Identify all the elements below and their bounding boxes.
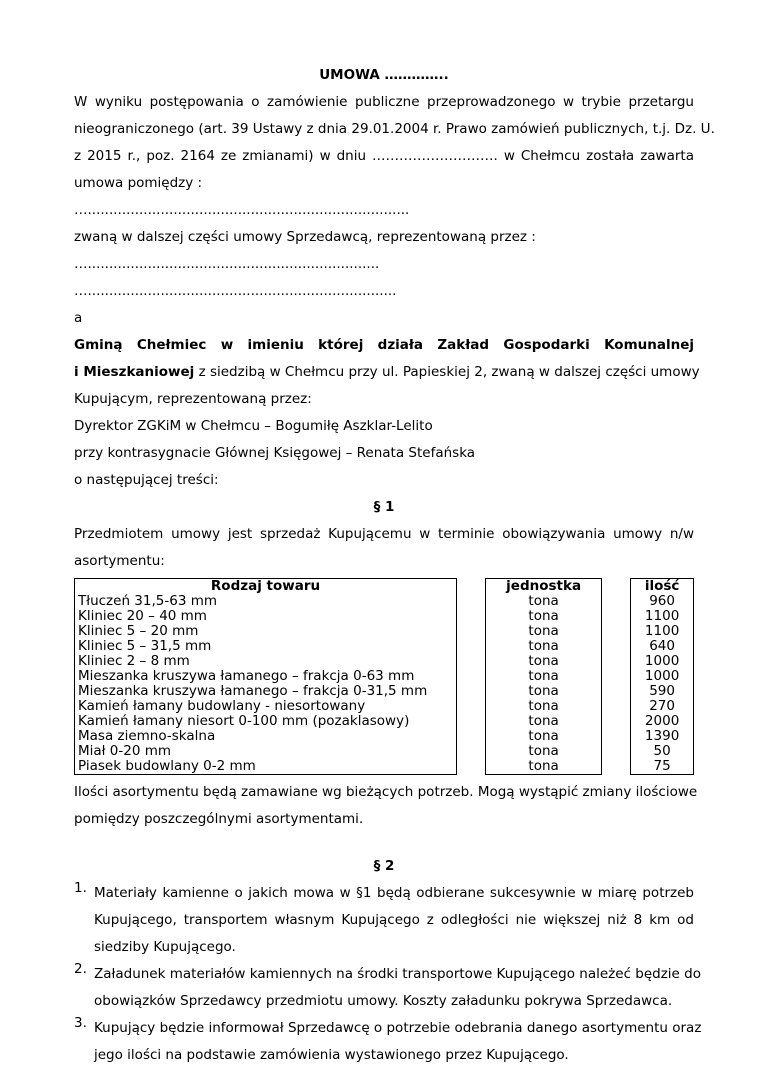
table-row: [75, 594, 694, 609]
cell-unit: tona: [485, 639, 602, 654]
section-1-heading: § 1: [373, 499, 395, 515]
cell-qty: 1100: [631, 609, 694, 624]
buyer-word: Gminą: [74, 337, 123, 353]
following-line: o następującej treści:: [74, 472, 219, 488]
cell-qty: 1000: [631, 654, 694, 669]
buyer-name-line: [74, 332, 694, 359]
list-item-line: obowiązków Sprzedawcy przedmiotu umowy. Koszty załadunku pokrywa Sprzedawca.: [94, 993, 673, 1009]
director-line: Dyrektor ZGKiM w Chełmcu – Bogumiłę Aszklar-Lelito: [74, 418, 433, 434]
cell-qty: 2000: [631, 714, 694, 729]
cell-unit: tona: [485, 684, 602, 699]
section-2-list: [74, 880, 702, 1069]
table-row: [75, 624, 694, 639]
cell-qty: 640: [631, 639, 694, 654]
cell-name: Tłuczeń 31,5-63 mm: [75, 594, 457, 609]
table-row: [75, 729, 694, 744]
table-row: [75, 699, 694, 714]
list-item-number: 1.: [74, 880, 87, 896]
cell-name: Kliniec 2 – 8 mm: [75, 654, 457, 669]
list-item-line: Kupujący będzie informował Sprzedawcę o potrzebie odebrania danego asortymentu oraz: [94, 1020, 702, 1036]
contract-title: UMOWA …………..: [319, 67, 449, 83]
intro-line-4: umowa pomiędzy :: [74, 175, 203, 191]
list-item-line: Materiały kamienne o jakich mowa w §1 będą odbierane sukcesywnie w miarę potrzeb: [94, 885, 694, 901]
cell-qty: 270: [631, 699, 694, 714]
list-item-number: 3.: [74, 1015, 87, 1031]
buyer-word: w: [220, 337, 234, 353]
table-row: [75, 684, 694, 699]
buyer-word: której: [318, 337, 364, 353]
section-2-heading: § 2: [373, 858, 395, 874]
and-connector: a: [74, 310, 83, 326]
list-item-line: siedziby Kupującego.: [94, 939, 236, 955]
cell-unit: tona: [485, 669, 602, 684]
list-item: [74, 961, 701, 1015]
seller-rep-placeholder-1: …....................................................................: [74, 256, 380, 272]
cell-unit: tona: [485, 609, 602, 624]
cell-unit: tona: [485, 594, 602, 609]
buyer-name-end: i Mieszkaniowej: [74, 364, 195, 380]
cell-qty: 50: [631, 744, 694, 759]
buyer-word: działa: [377, 337, 424, 353]
buyer-word: Zakład: [437, 337, 490, 353]
intro-line-2: nieograniczonego (art. 39 Ustawy z dnia 29.01.2004 r. Prawo zamówień publicznych, t.j. Dz. U.: [74, 121, 715, 137]
table-row: [75, 744, 694, 759]
buyer-address-line: [74, 359, 700, 386]
cell-name: Kamień łamany budowlany - niesortowany: [75, 699, 457, 714]
cell-unit: tona: [485, 729, 602, 744]
cell-qty: 1100: [631, 624, 694, 639]
section-1-text-2: asortymentu:: [74, 553, 165, 569]
contract-page: [74, 62, 715, 1069]
buyer-role-line: Kupującym, reprezentowaną przez:: [74, 391, 312, 407]
buyer-word: Gospodarki: [503, 337, 590, 353]
cell-qty: 1000: [631, 669, 694, 684]
header-name: Rodzaj towaru: [75, 579, 457, 595]
cell-name: Mieszanka kruszywa łamanego – frakcja 0-31,5 mm: [75, 684, 457, 699]
cell-name: Masa ziemno-skalna: [75, 729, 457, 744]
buyer-word: Chełmiec: [136, 337, 207, 353]
header-unit: jednostka: [485, 579, 602, 595]
cell-unit: tona: [485, 744, 602, 759]
cell-unit: tona: [485, 624, 602, 639]
list-item: [74, 1015, 702, 1069]
seller-description: zwaną w dalszej części umowy Sprzedawcą, reprezentowaną przez :: [74, 229, 536, 245]
seller-placeholder: …...........................................................................: [74, 202, 410, 218]
cell-name: Miał 0-20 mm: [75, 744, 457, 759]
cell-qty: 590: [631, 684, 694, 699]
list-item-line: jego ilości na podstawie zamówienia wystawionego przez Kupującego.: [94, 1047, 569, 1063]
table-row: [75, 759, 694, 775]
list-item-line: Kupującego, transportem własnym Kupującego z odległości nie większej niż 8 km od: [94, 912, 694, 928]
cell-unit: tona: [485, 654, 602, 669]
cell-name: Kliniec 5 – 20 mm: [75, 624, 457, 639]
cell-name: Mieszanka kruszywa łamanego – frakcja 0-63 mm: [75, 669, 457, 684]
buyer-word: Komunalnej: [604, 337, 694, 353]
cell-unit: tona: [485, 759, 602, 775]
buyer-word: imieniu: [247, 337, 304, 353]
table-row: [75, 609, 694, 624]
table-header-row: [75, 579, 694, 595]
list-item: [74, 880, 694, 961]
cell-name: Kliniec 20 – 40 mm: [75, 609, 457, 624]
table-row: [75, 639, 694, 654]
assortment-table: [74, 578, 694, 775]
cell-unit: tona: [485, 699, 602, 714]
cell-qty: 75: [631, 759, 694, 775]
cell-qty: 960: [631, 594, 694, 609]
cell-name: Kliniec 5 – 31,5 mm: [75, 639, 457, 654]
countersign-line: przy kontrasygnacie Głównej Księgowej – Renata Stefańska: [74, 445, 476, 461]
table-row: [75, 654, 694, 669]
cell-qty: 1390: [631, 729, 694, 744]
cell-name: Piasek budowlany 0-2 mm: [75, 759, 457, 775]
section-1-text-1: Przedmiotem umowy jest sprzedaż Kupującemu w terminie obowiązywania umowy n/w: [74, 526, 694, 542]
cell-name: Kamień łamany niesort 0-100 mm (pozaklasowy): [75, 714, 457, 729]
intro-line-3: z 2015 r., poz. 2164 ze zmianami) w dniu ………………………. w Chełmcu została zawarta: [74, 148, 694, 164]
list-item-number: 2.: [74, 961, 87, 977]
seller-rep-placeholder-2: …........................................................................: [74, 283, 397, 299]
header-qty: ilość: [631, 579, 694, 595]
list-item-line: Załadunek materiałów kamiennych na środki transportowe Kupującego należeć będzie do: [94, 966, 701, 982]
section-1-after-1: Ilości asortymentu będą zamawiane wg bieżących potrzeb. Mogą wystąpić zmiany ilościowe: [74, 784, 698, 800]
table-row: [75, 669, 694, 684]
section-1-after-2: pomiędzy poszczególnymi asortymentami.: [74, 811, 364, 827]
buyer-address: z siedzibą w Chełmcu przy ul. Papieskiej 2, zwaną w dalszej części umowy: [194, 364, 700, 380]
table-row: [75, 714, 694, 729]
cell-unit: tona: [485, 714, 602, 729]
intro-line-1: W wyniku postępowania o zamówienie publiczne przeprowadzonego w trybie przetargu: [74, 94, 694, 110]
